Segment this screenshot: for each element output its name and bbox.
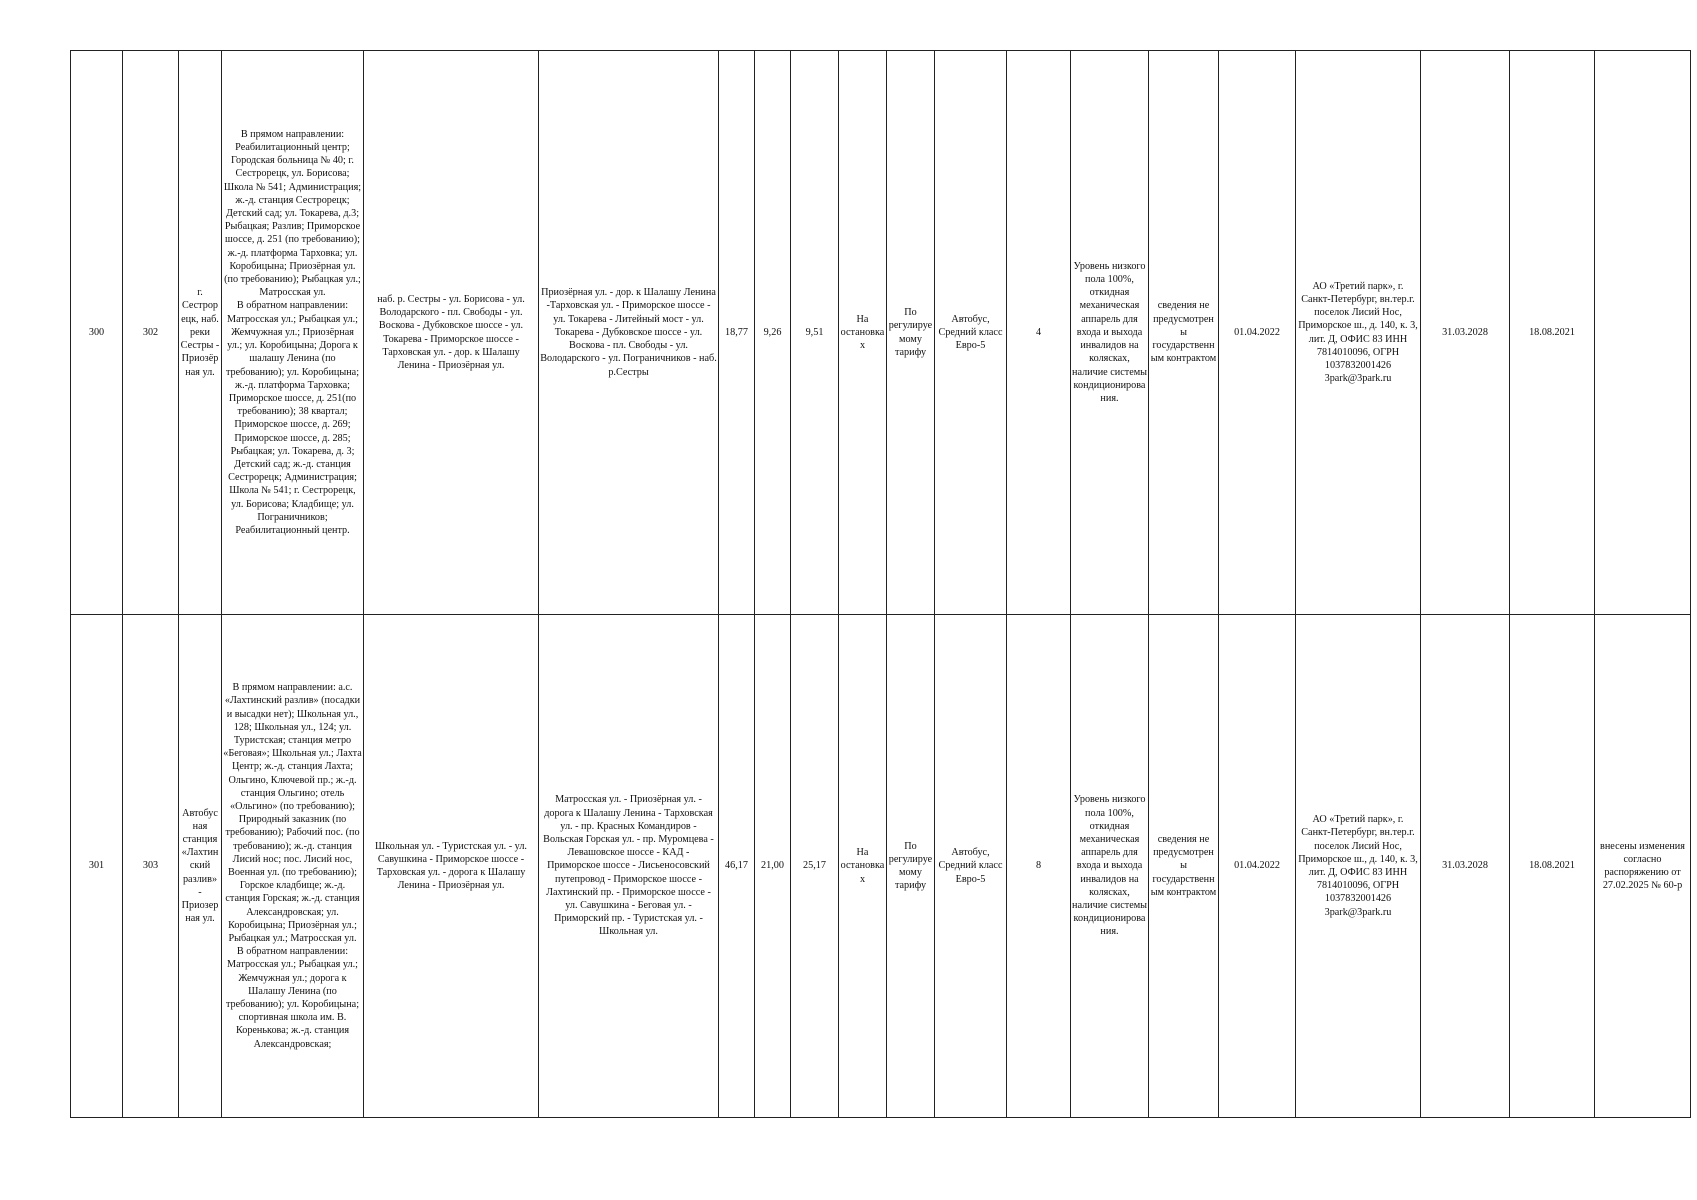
note: внесены изменения согласно распоряжению от 27.02.2025 № 60-р bbox=[1595, 615, 1691, 1118]
route-length-extra: 9,51 bbox=[791, 51, 839, 615]
stops-list: В прямом направлении: а.с. «Лахтинский разлив» (посадки и высадки нет); Школьная ул., 128; Школьная ул., 124; ул. Туристская; станция метро «Беговая»; Школьная ул.; Лахта Центр; ж.-д. станция Лахта; Ольгино, Ключевой пр.; ж.-д. станция Ольгино; отель «Ольгино» (по требованию); Природный заказник (по требованию); Рабочий пос. (по требованию); ж.-д. станция Лисий нос; пос. Лисий нос, Военная ул. (по требованию); Горское кладбище; ж.-д. станция Горская; ж.-д. станция Александровская; ул. Коробицына; Приозёрная ул.; Рыбацкая ул.; Матросская ул. В обратном направлении: Матросская ул.; Рыбацкая ул.; Жемчужная ул.; дорога к Шалашу Ленина (по требованию); ул. Коробицына; спортивная школа им. В. Коренькова; ж.-д. станция Александровская; bbox=[223, 682, 362, 1050]
route-name: Автобусная станция «Лахтинский разлив» - Приозерная ул. bbox=[179, 615, 222, 1118]
end-date: 31.03.2028 bbox=[1421, 615, 1510, 1118]
stops-list: В прямом направлении: Реабилитационный центр; Городская больница № 40; г. Сестрорецк, ул. Борисова; Школа № 541; Администрация; ж.-д. станция Сестрорецк; Детский сад; ул. Токарева, д.3; Рыбацкая; Разлив; Приморское шоссе, д. 251 (по требованию); ж.-д. платформа Тарховка; ул. Коробицына; Приозёрная ул. (по требованию); Рыбацкая ул.; Матросская ул. В обратном направлении: Матросская ул.; Рыбацкая ул.; Жемчужная ул.; Приозёрная ул.; ул. Коробицына; Дорога к шалашу Ленина (по требованию); ул. Коробицына; ж.-д. платформа Тарховка; Приморское шоссе, д. 251(по требованию); 38 квартал; Приморское шоссе, д. 269; Приморское шоссе, д. 285; Рыбацкая; ул. Токарева, д. 3; Детский сад; ж.-д. станция Сестрорецк; Администрация; Школа № 541; г. Сестрорецк, ул. Борисова; Кладбище; ул. Пограничников; Реабилитационный центр. bbox=[223, 128, 362, 536]
contract-info: сведения не предусмотрены государственным контрактом bbox=[1149, 51, 1219, 615]
note bbox=[1595, 51, 1691, 615]
route-length-forward: 46,17 bbox=[719, 615, 755, 1118]
stops-cell bbox=[222, 615, 364, 1118]
start-date: 01.04.2022 bbox=[1219, 51, 1296, 615]
carrier-info: АО «Третий парк», г. Санкт-Петербург, вн.тер.г. поселок Лисий Нос, Приморское ш., д. 140, к. 3, лит. Д, ОФИС 83 ИНН 7814010096, ОГРН 1037832001426 3park@3park.ru bbox=[1296, 51, 1421, 615]
decision-date: 18.08.2021 bbox=[1510, 615, 1595, 1118]
vehicle-count: 4 bbox=[1007, 51, 1071, 615]
stop-order: На остановках bbox=[839, 615, 887, 1118]
streets-forward: Школьная ул. - Туристская ул. - ул. Савушкина - Приморское шоссе - Тарховская ул. - дорога к Шалашу Ленина - Приозёрная ул. bbox=[364, 615, 539, 1118]
route-length-extra: 25,17 bbox=[791, 615, 839, 1118]
table-row bbox=[71, 51, 1691, 615]
route-name: г. Сестрорецк, наб. реки Сестры - Приозёрная ул. bbox=[179, 51, 222, 615]
row-number: 301 bbox=[71, 615, 123, 1118]
routes-registry-table bbox=[70, 50, 1691, 1118]
end-date: 31.03.2028 bbox=[1421, 51, 1510, 615]
route-number: 302 bbox=[123, 51, 179, 615]
stops-cell bbox=[222, 51, 364, 615]
tariff-type: По регулируемому тарифу bbox=[887, 615, 935, 1118]
streets-backward: Матросская ул. - Приозёрная ул. - дорога к Шалашу Ленина - Тарховская ул. - пр. Красных Командиров - Вольская Горская ул. - пр. Муромцева - Левашовское шоссе - КАД - Приморское шоссе - Лисьеносовский путепровод - Приморское шоссе - Лахтинский пр. - Приморское шоссе - ул. Савушкина - Беговая ул. - Приморский пр. - Туристская ул. - Школьная ул. bbox=[539, 615, 719, 1118]
streets-backward: Приозёрная ул. - дор. к Шалашу Ленина -Тарховская ул. - Приморское шоссе - ул. Токарева - Литейный мост - ул. Токарева - Дубковское шоссе - ул. Воскова - пл. Свободы - ул. Володарского - ул. Пограничников - наб. р.Сестры bbox=[539, 51, 719, 615]
tariff-type: По регулируемому тарифу bbox=[887, 51, 935, 615]
vehicle-class: Автобус, Средний класс Евро-5 bbox=[935, 615, 1007, 1118]
start-date: 01.04.2022 bbox=[1219, 615, 1296, 1118]
route-length-backward: 9,26 bbox=[755, 51, 791, 615]
vehicle-class: Автобус, Средний класс Евро-5 bbox=[935, 51, 1007, 615]
table-row bbox=[71, 615, 1691, 1118]
route-length-backward: 21,00 bbox=[755, 615, 791, 1118]
vehicle-features: Уровень низкого пола 100%, откидная механическая аппарель для входа и выхода инвалидов на колясках, наличие системы кондиционирования. bbox=[1071, 615, 1149, 1118]
vehicle-features: Уровень низкого пола 100%, откидная механическая аппарель для входа и выхода инвалидов на колясках, наличие системы кондиционирования. bbox=[1071, 51, 1149, 615]
stop-order: На остановках bbox=[839, 51, 887, 615]
contract-info: сведения не предусмотрены государственным контрактом bbox=[1149, 615, 1219, 1118]
row-number: 300 bbox=[71, 51, 123, 615]
route-length-forward: 18,77 bbox=[719, 51, 755, 615]
carrier-info: АО «Третий парк», г. Санкт-Петербург, вн.тер.г. поселок Лисий Нос, Приморское ш., д. 140, к. 3, лит. Д, ОФИС 83 ИНН 7814010096, ОГРН 1037832001426 3park@3park.ru bbox=[1296, 615, 1421, 1118]
streets-forward: наб. р. Сестры - ул. Борисова - ул. Володарского - пл. Свободы - ул. Воскова - Дубковское шоссе - ул. Токарева - Приморское шоссе - Тарховская ул. - дор. к Шалашу Ленина - Приозёрная ул. bbox=[364, 51, 539, 615]
decision-date: 18.08.2021 bbox=[1510, 51, 1595, 615]
route-number: 303 bbox=[123, 615, 179, 1118]
vehicle-count: 8 bbox=[1007, 615, 1071, 1118]
